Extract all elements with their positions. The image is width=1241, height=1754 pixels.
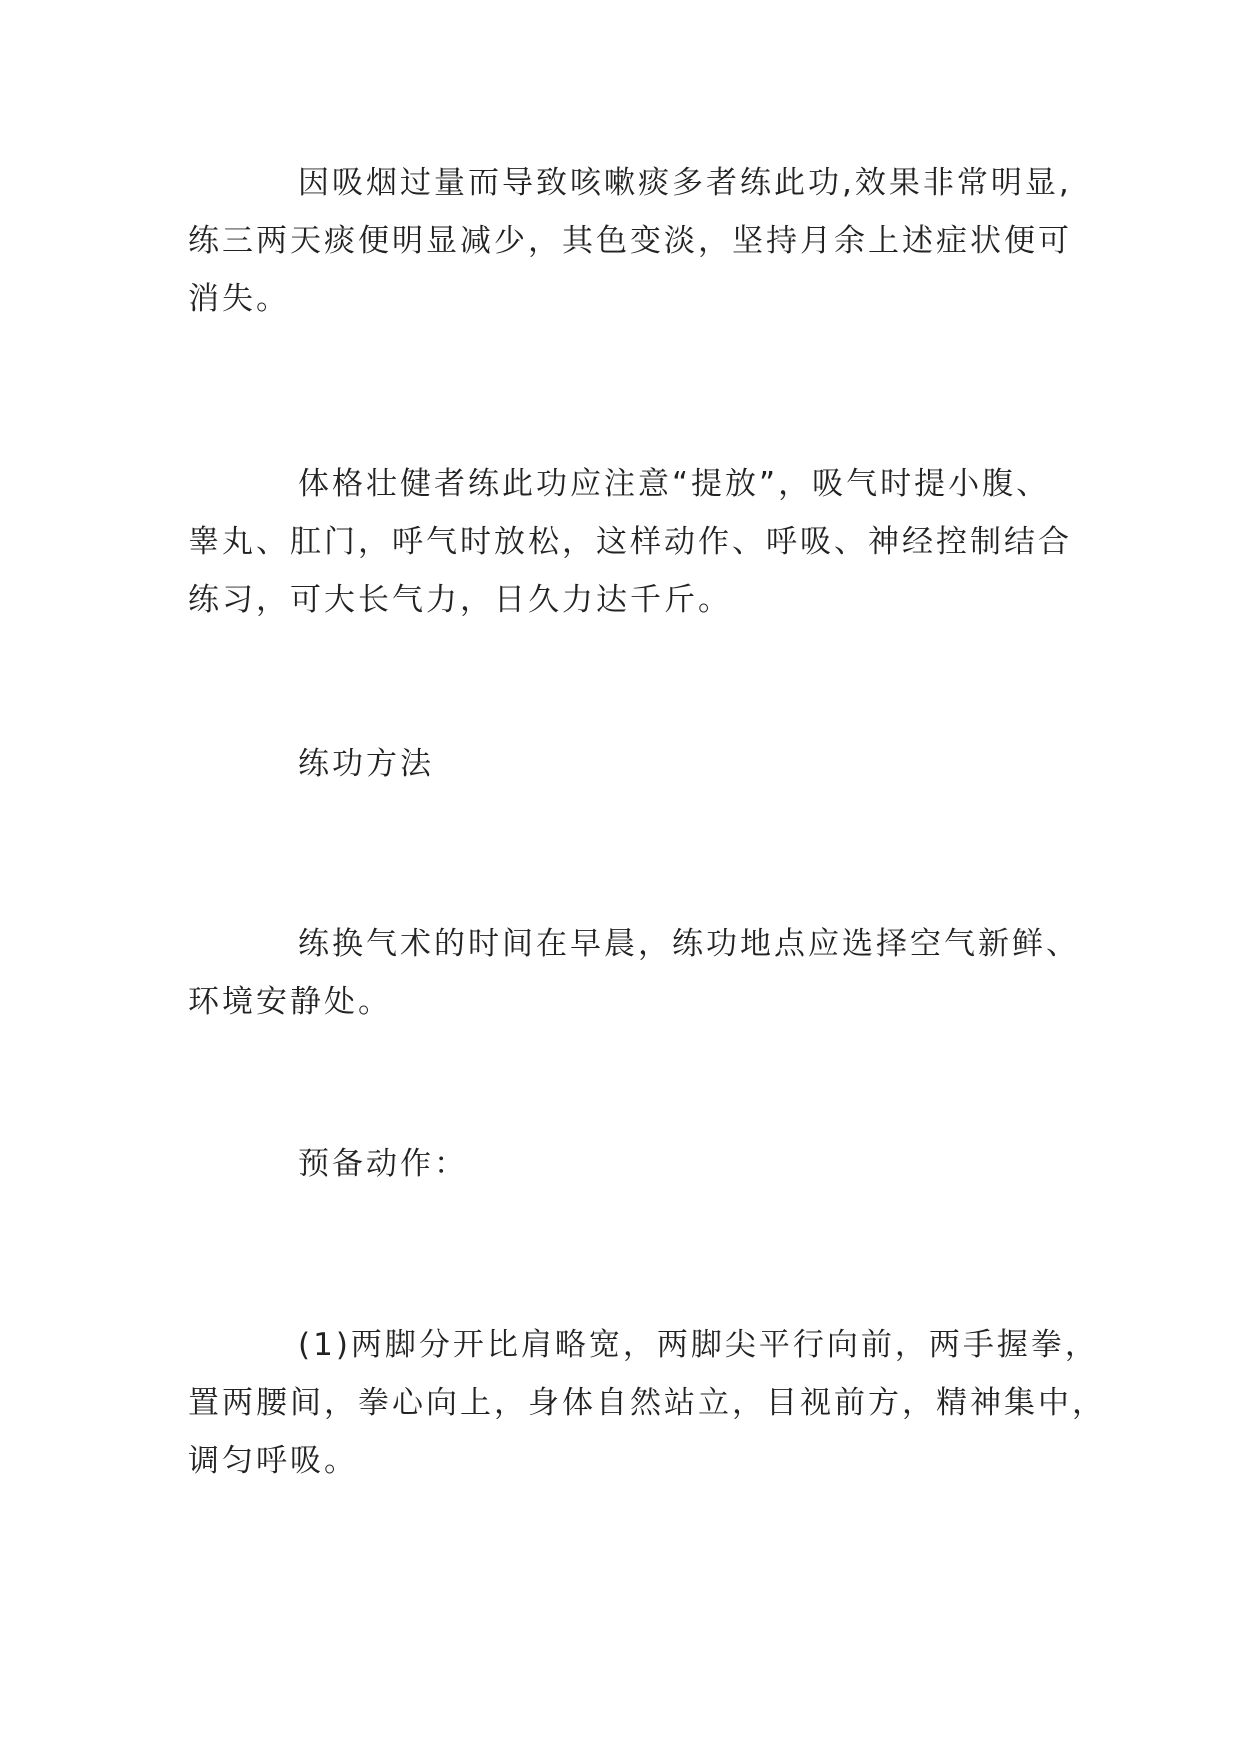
paragraph-strong-body [188,455,1088,629]
text-line: 调匀呼吸。 [188,1443,358,1479]
section-heading-practice-method [188,735,1088,793]
text-line: 练三两天痰便明显减少，其色变淡，坚持月余上述症状便可 [188,223,1072,259]
text-line: 环境安静处。 [188,984,392,1020]
paragraph-practice-time [188,915,1088,1031]
text-line: 体格壮健者练此功应注意“提放”，吸气时提小腹、 [298,466,1051,502]
text-line: 因吸烟过量而导致咳嗽痰多者练此功,效果非常明显, [298,165,1072,201]
text-line: (1)两脚分开比肩略宽，两脚尖平行向前，两手握拳， [298,1327,1099,1363]
section-heading-preparation [188,1135,1088,1193]
paragraph-smoking-cough [188,154,1088,328]
text-line: 练习，可大长气力，日久力达千斤。 [188,582,732,618]
paragraph-step-1 [188,1316,1106,1490]
text-line: 置两腰间，拳心向上，身体自然站立，目视前方，精神集中， [188,1385,1106,1421]
text-line: 睾丸、肛门，呼气时放松，这样动作、呼吸、神经控制结合 [188,524,1072,560]
section-heading: 练功方法 [298,746,434,782]
text-line: 消失。 [188,281,290,317]
text-line: 练换气术的时间在早晨，练功地点应选择空气新鲜、 [298,926,1080,962]
section-heading: 预备动作： [298,1146,468,1182]
